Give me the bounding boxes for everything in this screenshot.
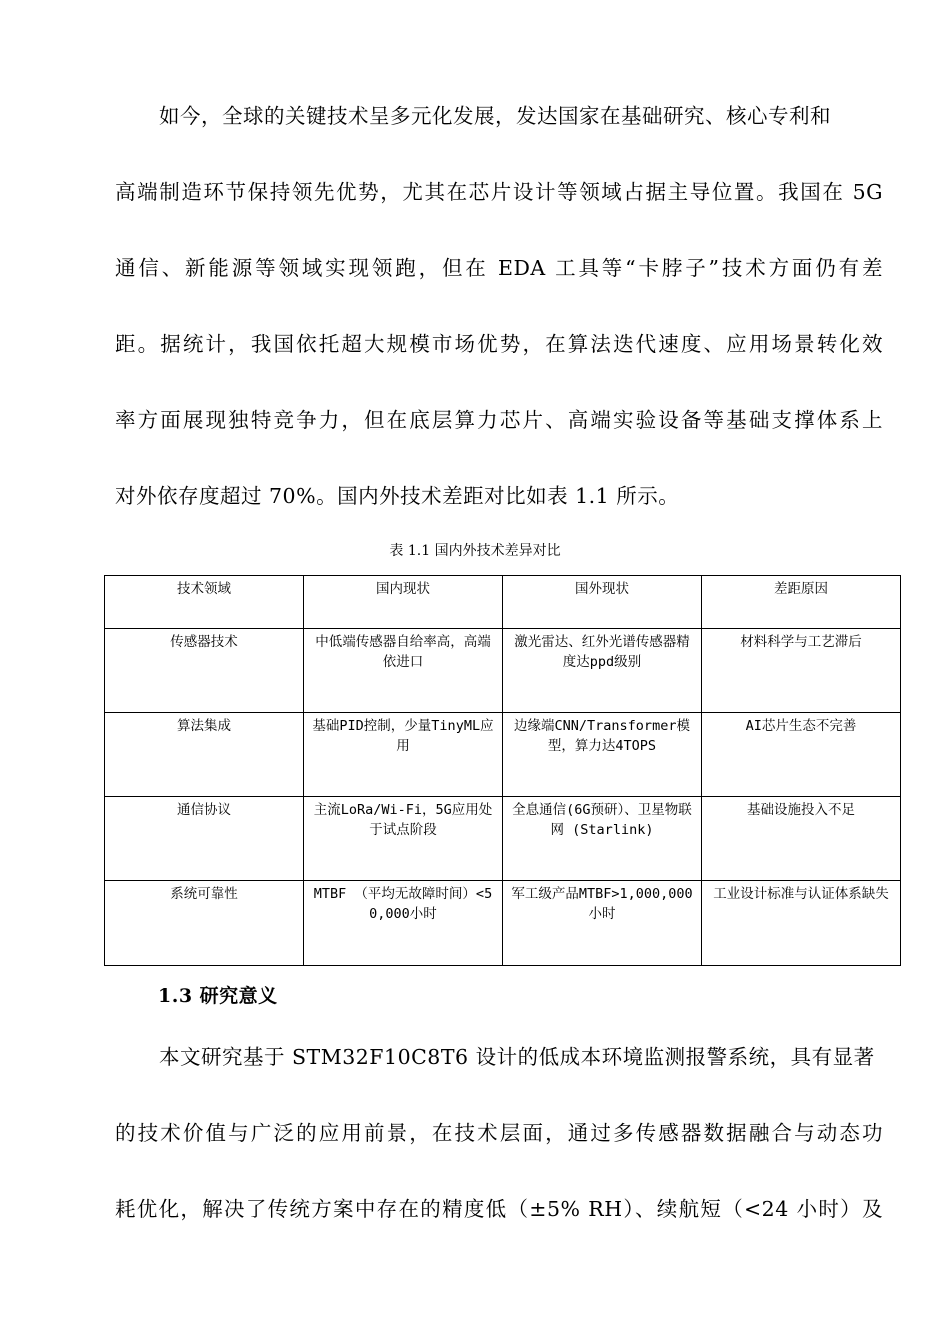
table-cell: 军工级产品MTBF>1,000,000小时 bbox=[503, 881, 702, 966]
text-line: 本文研究基于 STM32F10C8T6 设计的低成本环境监测报警系统，具有显著 bbox=[159, 1045, 875, 1069]
text-line: 如今，全球的关键技术呈多元化发展，发达国家在基础研究、核心专利和 bbox=[159, 104, 831, 128]
table-cell: 基础PID控制，少量TinyML应用 bbox=[304, 713, 503, 797]
table-cell: 系统可靠性 bbox=[105, 881, 304, 966]
text-line: 通信、新能源等领域实现领跑，但在 EDA 工具等“卡脖子”技术方面仍有差 bbox=[115, 256, 883, 280]
table-cell: 边缘端CNN/Transformer模型，算力达4TOPS bbox=[503, 713, 702, 797]
table-cell: 算法集成 bbox=[105, 713, 304, 797]
table-cell: 材料科学与工艺滞后 bbox=[702, 629, 901, 713]
table-row bbox=[105, 713, 901, 797]
text-line: 率方面展现独特竞争力，但在底层算力芯片、高端实验设备等基础支撑体系上 bbox=[115, 408, 883, 432]
table-cell: 通信协议 bbox=[105, 797, 304, 881]
section-heading: 1.3 研究意义 bbox=[158, 985, 278, 1007]
text-line: 的技术价值与广泛的应用前景，在技术层面，通过多传感器数据融合与动态功 bbox=[115, 1121, 883, 1145]
text-line: 高端制造环节保持领先优势，尤其在芯片设计等领域占据主导位置。我国在 5G bbox=[115, 180, 883, 204]
table-header-cell: 国内现状 bbox=[304, 576, 503, 629]
table-row bbox=[105, 881, 901, 966]
table-caption: 表 1.1 国内外技术差异对比 bbox=[389, 543, 561, 559]
table-cell: 中低端传感器自给率高，高端依进口 bbox=[304, 629, 503, 713]
table-header-cell: 技术领域 bbox=[105, 576, 304, 629]
table-cell: 基础设施投入不足 bbox=[702, 797, 901, 881]
table-cell: 工业设计标准与认证体系缺失 bbox=[702, 881, 901, 966]
table-row bbox=[105, 629, 901, 713]
text-line: 对外依存度超过 70%。国内外技术差距对比如表 1.1 所示。 bbox=[115, 484, 680, 508]
table-header-row bbox=[105, 576, 901, 629]
table-cell: 传感器技术 bbox=[105, 629, 304, 713]
table-cell: 全息通信(6G预研）、卫星物联网 (Starlink) bbox=[503, 797, 702, 881]
table-header-cell: 差距原因 bbox=[702, 576, 901, 629]
table-cell: 主流LoRa/Wi-Fi，5G应用处于试点阶段 bbox=[304, 797, 503, 881]
table-cell: MTBF （平均无故障时间）<50,000小时 bbox=[304, 881, 503, 966]
comparison-table bbox=[104, 575, 901, 966]
text-line: 距。据统计，我国依托超大规模市场优势，在算法迭代速度、应用场景转化效 bbox=[115, 332, 883, 356]
table-header-cell: 国外现状 bbox=[503, 576, 702, 629]
table-row bbox=[105, 797, 901, 881]
table-cell: AI芯片生态不完善 bbox=[702, 713, 901, 797]
text-line: 耗优化，解决了传统方案中存在的精度低（±5% RH）、续航短（<24 小时）及 bbox=[115, 1197, 883, 1221]
table-cell: 激光雷达、红外光谱传感器精度达ppd级别 bbox=[503, 629, 702, 713]
